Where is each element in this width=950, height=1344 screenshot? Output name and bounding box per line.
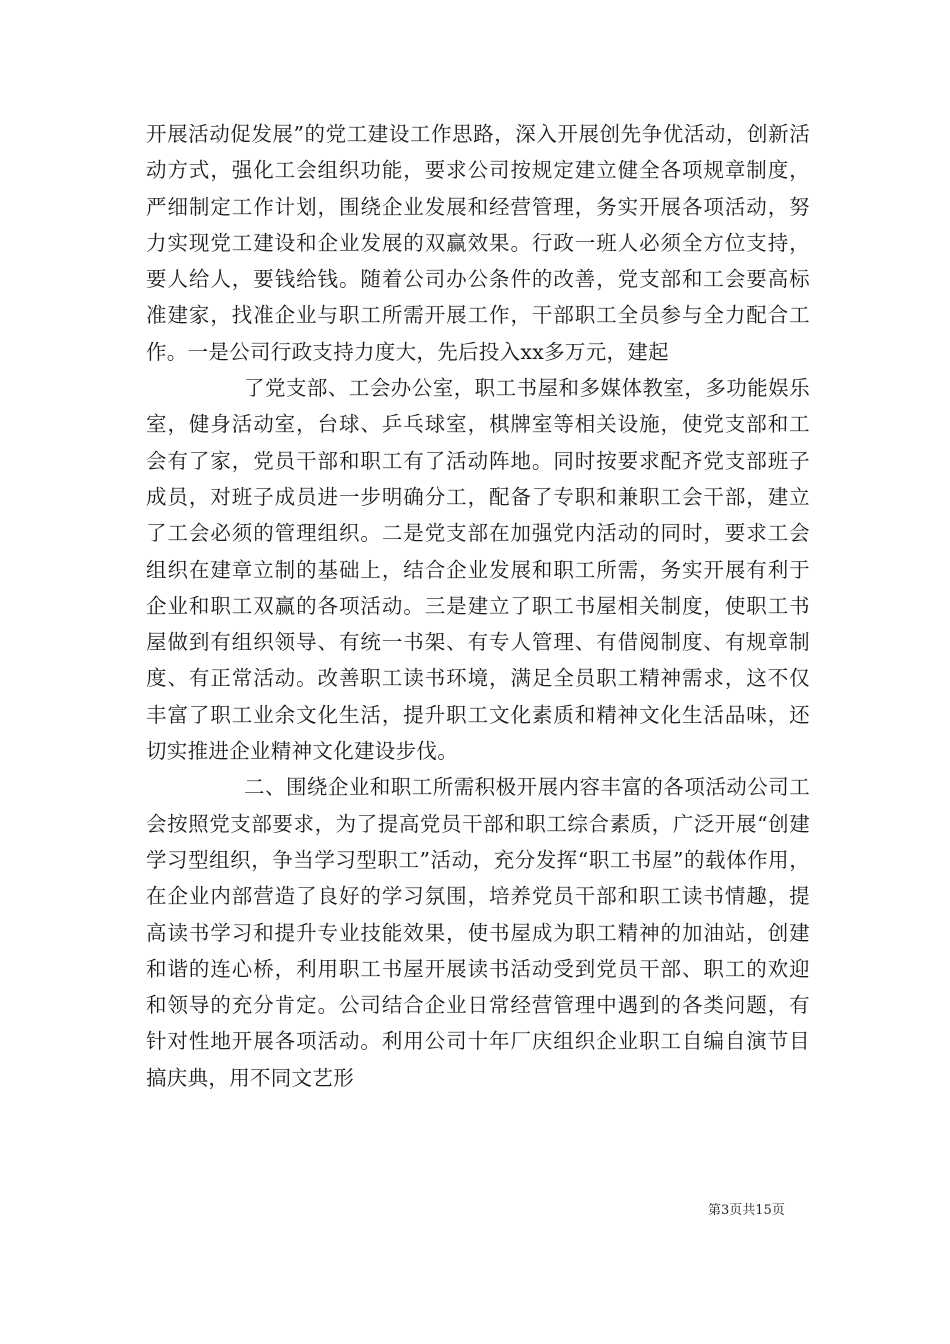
- paragraph-2: 了党支部、工会办公室，职工书屋和多媒体教室，多功能娱乐室，健身活动室，台球、乒乓球室，棋牌室等相关设施，使党支部和工会有了家，党员干部和职工有了活动阵地。同时按要求配齐党支部班子成员，对班子成员进一步明确分工，配备了专职和兼职工会干部，建立了工会必须的管理组织。二是党支部在加强党内活动的同时，要求工会组织在建章立制的基础上，结合企业发展和职工所需，务实开展有利于企业和职工双赢的各项活动。三是建立了职工书屋相关制度，使职工书屋做到有组织领导、有统一书架、有专人管理、有借阅制度、有规章制度、有正常活动。改善职工读书环境，满足全员职工精神需求，这不仅丰富了职工业余文化生活，提升职工文化素质和精神文化生活品味，还切实推进企业精神文化建设步伐。: [146, 376, 810, 764]
- page-number-footer: 第3页共15页: [708, 1203, 785, 1218]
- paragraph-3: 二、围绕企业和职工所需积极开展内容丰富的各项活动公司工会按照党支部要求，为了提高党员干部和职工综合素质，广泛开展“创建学习型组织，争当学习型职工”活动，充分发挥“职工书屋”的载体作用，在企业内部营造了良好的学习氛围，培养党员干部和职工读书情趣，提高读书学习和提升专业技能效果，使书屋成为职工精神的加油站，创建和谐的连心桥，利用职工书屋开展读书活动受到党员干部、职工的欢迎和领导的充分肯定。公司结合企业日常经营管理中遇到的各类问题，有针对性地开展各项活动。利用公司十年厂庆组织企业职工自编自演节目搞庆典，用不同文艺形: [146, 775, 810, 1090]
- document-body: [146, 116, 810, 1096]
- paragraph-1: 开展活动促发展”的党工建设工作思路，深入开展创先争优活动，创新活动方式，强化工会组织功能，要求公司按规定建立健全各项规章制度，严细制定工作计划，围绕企业发展和经营管理，务实开展各项活动，努力实现党工建设和企业发展的双赢效果。行政一班人必须全方位支持，要人给人，要钱给钱。随着公司办公条件的改善，党支部和工会要高标准建家，找准企业与职工所需开展工作，干部职工全员参与全力配合工作。一是公司行政支持力度大，先后投入xx多万元，建起: [146, 122, 810, 364]
